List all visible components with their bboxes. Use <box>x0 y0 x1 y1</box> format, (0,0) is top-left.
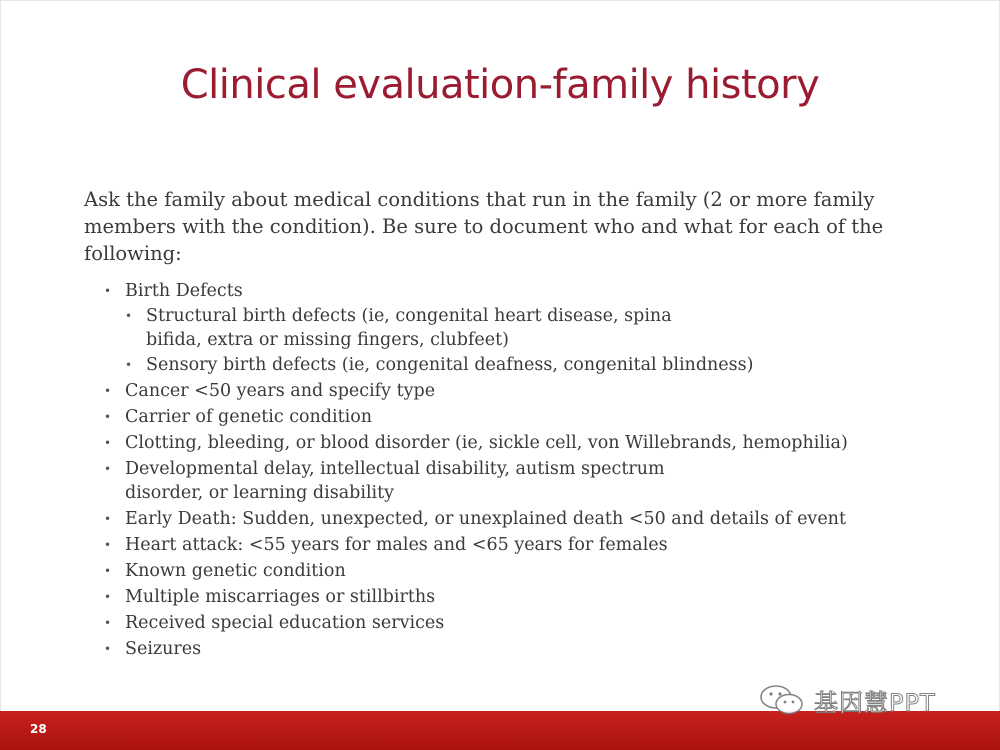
bullet-text: Developmental delay, intellectual disability, autism spectrum disorder, or learning disability <box>125 459 665 503</box>
bullet-text: Cancer <50 years and specify type <box>125 381 436 401</box>
bullet-text: Known genetic condition <box>125 561 346 581</box>
watermark-text: 基因慧PPT <box>814 688 936 717</box>
intro-paragraph: Ask the family about medical conditions that run in the family (2 or more family members with the condition). Be sure to document who and what for each of the following: <box>84 188 884 265</box>
bullet-list <box>104 279 864 663</box>
bullet-item <box>104 559 864 583</box>
bullet-text: Clotting, bleeding, or blood disorder (ie, sickle cell, von Willebrands, hemophilia) <box>125 433 848 453</box>
bullet-item <box>104 379 864 403</box>
bullet-item <box>104 507 864 531</box>
bullet-item <box>104 611 864 635</box>
bullet-item <box>104 431 864 455</box>
sub-bullet-item <box>125 353 864 377</box>
bullet-item <box>104 637 864 661</box>
bullet-text: Received special education services <box>125 613 445 633</box>
bullet-text: Early Death: Sudden, unexpected, or unexplained death <50 and details of event <box>125 509 846 529</box>
watermark <box>756 682 936 718</box>
bullet-item <box>104 585 864 609</box>
bullet-text: Carrier of genetic condition <box>125 407 373 427</box>
bullet-item <box>104 457 745 505</box>
slide-title: Clinical evaluation-family history <box>180 62 820 108</box>
sub-bullet-text: Sensory birth defects (ie, congenital deafness, congenital blindness) <box>146 355 754 375</box>
sub-bullet-list <box>125 304 864 377</box>
page-number: 28 <box>30 722 47 736</box>
bullet-text: Multiple miscarriages or stillbirths <box>125 587 436 607</box>
bullet-item <box>104 533 864 557</box>
bullet-text: Seizures <box>125 639 202 659</box>
bullet-text: Heart attack: <55 years for males and <65 years for females <box>125 535 668 555</box>
sub-bullet-text: Structural birth defects (ie, congenital heart disease, spina bifida, extra or missing fingers, clubfeet) <box>146 306 672 350</box>
bullet-item <box>104 279 864 377</box>
wechat-icon <box>756 682 808 718</box>
bullet-item <box>104 405 864 429</box>
sub-bullet-item <box>125 304 706 352</box>
bullet-text: Birth Defects <box>125 281 243 301</box>
